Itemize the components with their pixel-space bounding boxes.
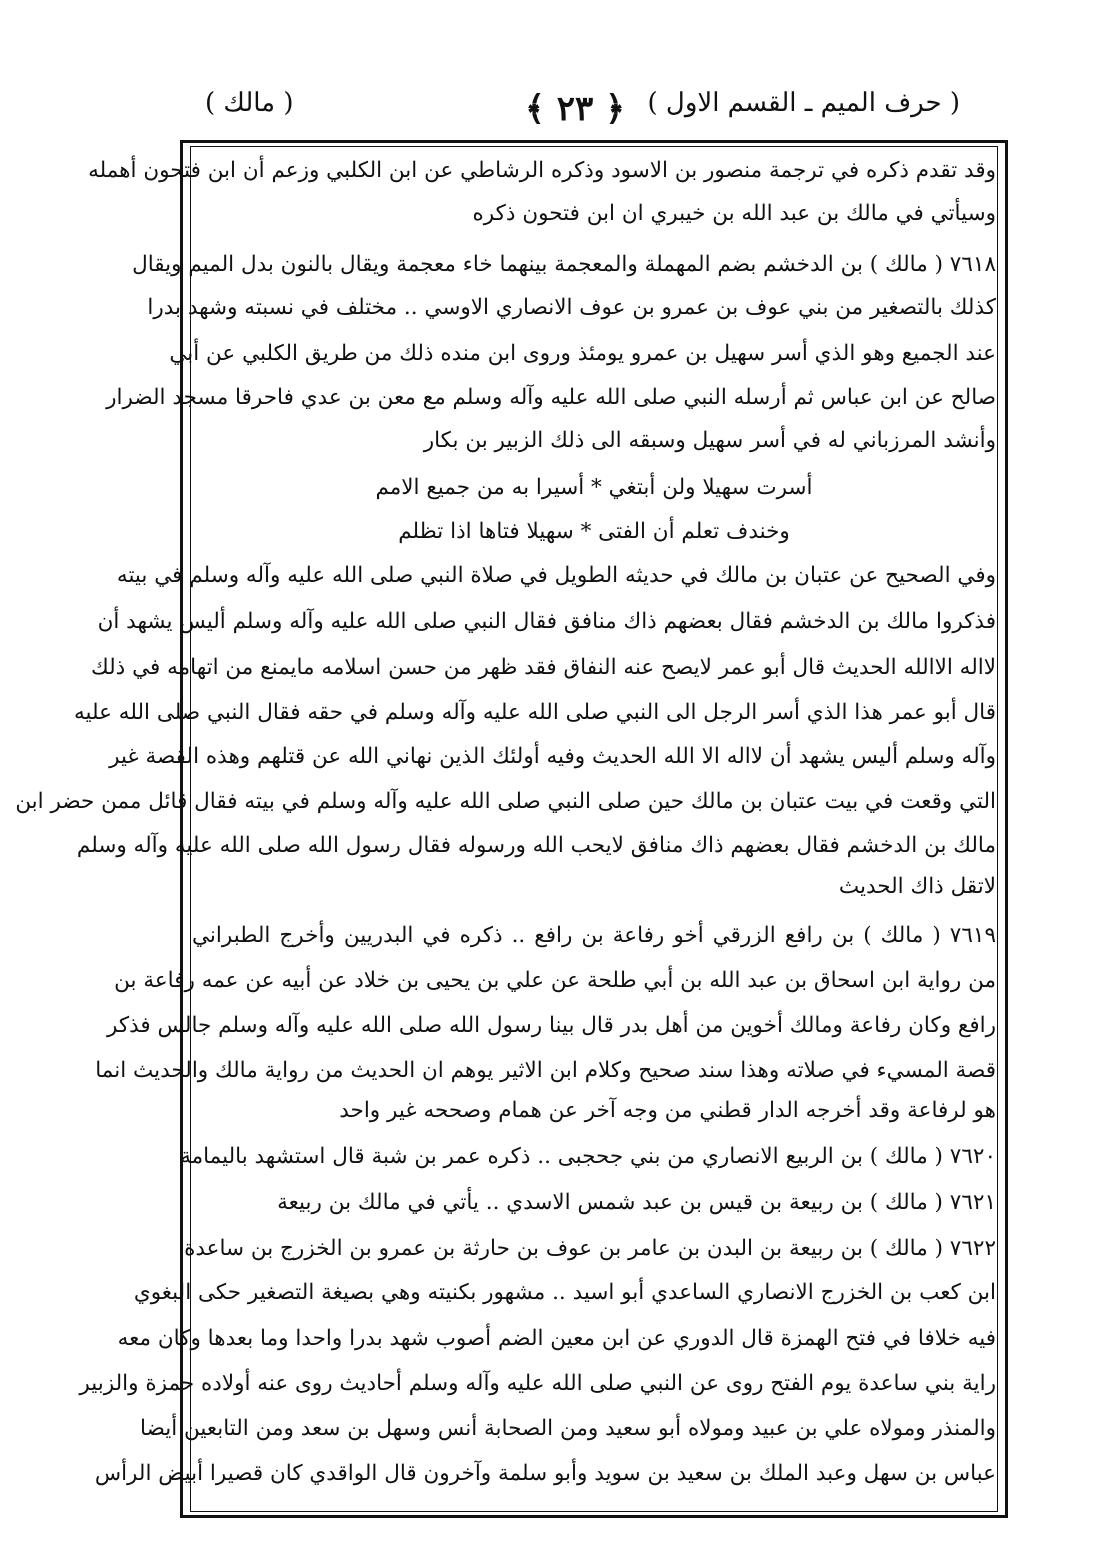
text-line: وفي الصحيح عن عتبان بن مالك في حديثه الطويل في صلاة النبي صلى الله عليه وآله وسلم في بيته	[116, 563, 996, 588]
entry-line: ٧٦١٩ ( مالك ) بن رافع الزرقي أخو رفاعة بن رافع .. ذكره في البدريين وأخرج الطبراني	[192, 923, 996, 948]
poem-verse: أسرت سهيلا ولن أبتغي * أسيرا به من جميع الامم	[375, 475, 813, 500]
text-line: عند الجميع وهو الذي أسر سهيل بن عمرو يومئذ وروى ابن منده ذلك من طريق الكلبي عن أبي	[169, 341, 996, 366]
entry-line: ٧٦٢٢ ( مالك ) بن ربيعة بن البدن بن عامر بن عوف بن حارثة بن عمرو بن الخزرج بن ساعدة	[184, 1236, 996, 1261]
poem-verse: وخندف تعلم أن الفتى * سهيلا فتاها اذا تظلم	[398, 519, 790, 544]
text-line: راية بني ساعدة يوم الفتح روى عن النبي صلى الله عليه وآله وسلم أحاديث روى عنه أولاده حمزة والزبير	[79, 1371, 996, 1396]
text-line: فيه خلافا في فتح الهمزة قال الدوري عن ابن معين الضم أصوب شهد بدرا واحدا وما بعدها وكان معه	[117, 1326, 996, 1351]
text-line: لاتقل ذاك الحديث	[838, 874, 996, 899]
text-line: التي وقعت في بيت عتبان بن مالك حين صلى النبي صلى الله عليه وآله وسلم في بيته فقال قائل ممن حضر ابن	[15, 789, 996, 814]
entry-line: ٧٦١٨ ( مالك ) بن الدخشم بضم المهملة والمعجمة بينهما خاء معجمة ويقال بالنون بدل الميم ويقال	[132, 252, 996, 277]
text-line: صالح عن ابن عباس ثم أرسله النبي صلى الله عليه وآله وسلم مع معن بن عدي فاحرقا مسجد الضرار	[106, 385, 996, 410]
text-line: قال أبو عمر هذا الذي أسر الرجل الى النبي صلى الله عليه وآله وسلم في حقه فقال النبي صلى الله عليه	[74, 700, 996, 725]
text-line: عباس بن سهل وعبد الملك بن سعيد بن سويد وأبو سلمة وآخرون قال الواقدي كان قصيرا أبيض الرأس	[94, 1461, 996, 1486]
text-line: لااله الاالله الحديث قال أبو عمر لايصح عنه النفاق فقد ظهر من حسن اسلامه مايمنع من اتهامه في ذلك	[91, 655, 996, 680]
running-header-entry: ( مالك )	[205, 88, 294, 118]
text-line: مالك بن الدخشم فقال بعضهم ذاك منافق لايحب الله ورسوله فقال رسول الله صلى الله عليه وآله وسلم	[76, 833, 996, 858]
text-line: وقد تقدم ذكره في ترجمة منصور بن الاسود وذكره الرشاطي عن ابن الكلبي وزعم أن ابن فتحون أهمله	[88, 158, 996, 183]
text-line: قصة المسيء في صلاته وهذا سند صحيح وكلام ابن الاثير يوهم ان الحديث من رواية مالك والحديث انما	[95, 1058, 996, 1083]
text-line: وأنشد المرزباني له في أسر سهيل وسبقه الى ذلك الزبير بن بكار	[423, 428, 996, 453]
text-line: رافع وكان رفاعة ومالك أخوين من أهل بدر قال بينا رسول الله صلى الله عليه وآله وسلم جالس فذكر	[107, 1013, 996, 1038]
entry-line: ٧٦٢١ ( مالك ) بن ربيعة بن قيس بن عبد شمس الاسدي .. يأتي في مالك بن ربيعة	[277, 1190, 996, 1215]
text-line: والمنذر ومولاه علي بن عبيد ومولاه أبو سعيد ومن الصحابة أنس وسهل بن سعد ومن التابعين أيضا	[140, 1416, 996, 1441]
text-line: هو لرفاعة وقد أخرجه الدار قطني من وجه آخر عن همام وصححه غير واحد	[339, 1098, 996, 1123]
entry-line: ٧٦٢٠ ( مالك ) بن الربيع الانصاري من بني جحجبى .. ذكره عمر بن شبة قال استشهد باليمامة	[180, 1144, 996, 1169]
page-number: ﴿ ٢٣ ﴾	[525, 89, 626, 129]
text-line: من رواية ابن اسحاق بن عبد الله بن أبي طلحة عن علي بن يحيى بن خلاد عن أبيه عن عمه رفاعة بن	[114, 968, 996, 993]
text-body	[15, 150, 996, 1510]
text-line: وسيأتي في مالك بن عبد الله بن خيبري ان ابن فتحون ذكره	[472, 201, 996, 226]
text-line: ابن كعب بن الخزرج الانصاري الساعدي أبو اسيد .. مشهور بكنيته وهي بصيغة التصغير حكى البغوي	[133, 1280, 996, 1305]
running-header-chapter: ( حرف الميم ـ القسم الاول )	[647, 88, 960, 118]
text-line: كذلك بالتصغير من بني عوف بن عمرو بن عوف الانصاري الاوسي .. مختلف في نسبته وشهد بدرا	[147, 295, 996, 320]
text-line: فذكروا مالك بن الدخشم فقال بعضهم ذاك منافق فقال النبي صلى الله عليه وآله وسلم أليس يشهد أن	[97, 609, 996, 634]
text-line: وآله وسلم أليس يشهد أن لااله الا الله الحديث وفيه أولئك الذين نهاني الله عن قتلهم وهذه القصة غير	[109, 744, 996, 769]
